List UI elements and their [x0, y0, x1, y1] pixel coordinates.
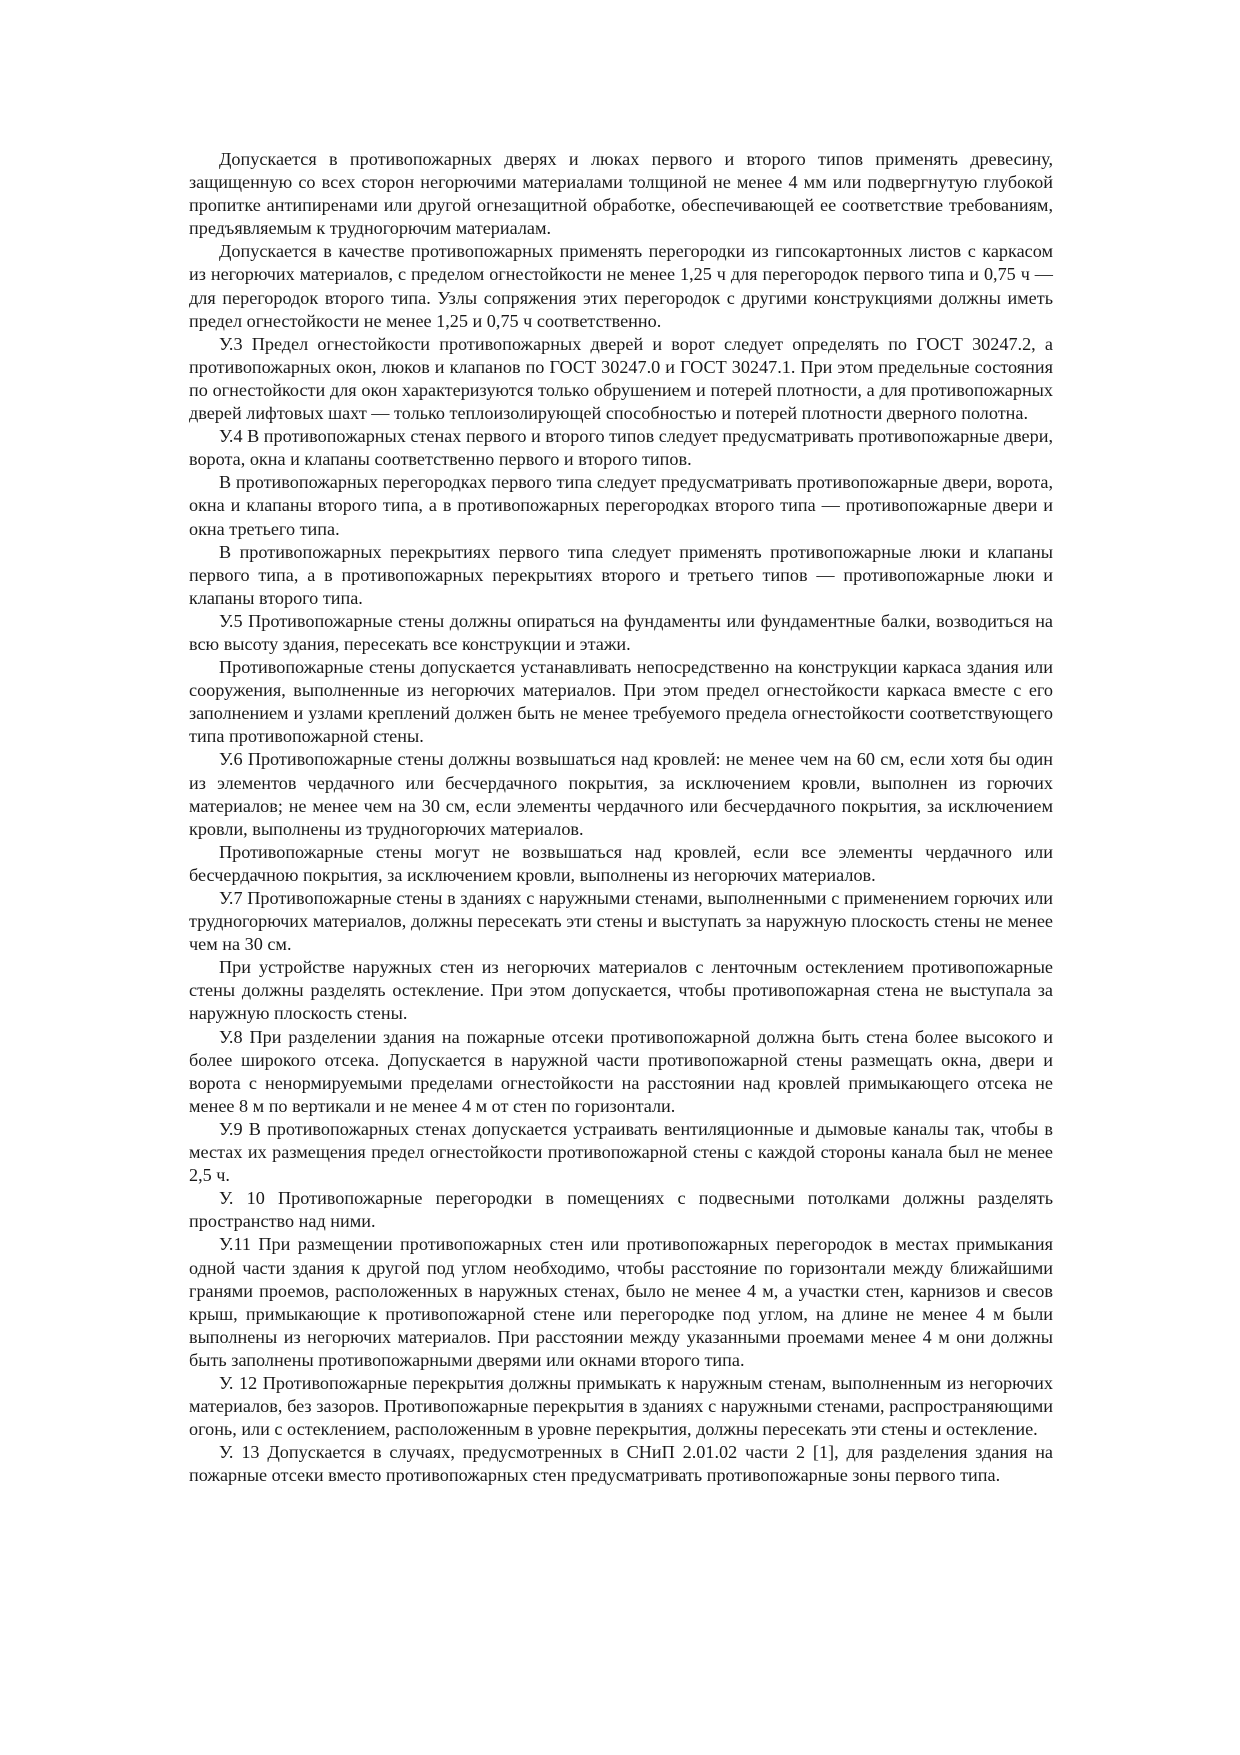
paragraph-u3-fire-resistance: У.3 Предел огнестойкости противопожарных дверей и ворот следует определять по ГОСТ 30247.2, а противопожарных окон, люков и клапанов по ГОСТ 30247.0 и ГОСТ 30247.1. При этом предельные состояния по огнестойкости для окон характеризуются только обрушением и потерей плотности, а для противопожарных дверей лифтовых шахт — только теплоизолирующей способностью и потерей плотности дверного полотна.	[189, 333, 1053, 424]
paragraph-gypsum-partitions: Допускается в качестве противопожарных применять перегородки из гипсокартонных листов с каркасом из негорючих материалов, с пределом огнестойкости не менее 1,25 ч для перегородок первого типа и 0,75 ч — для перегородок второго типа. Узлы сопряжения этих перегородок с другими конструкциями должны иметь предел огнестойкости не менее 1,25 и 0,75 ч соответственно.	[189, 241, 1053, 331]
paragraph-u13-fire-zones: У. 13 Допускается в случаях, предусмотренных в СНиП 2.01.02 части 2 [1], для разделения здания на пожарные отсеки вместо противопожарных стен предусматривать противопожарные зоны первого типа.	[189, 1442, 1053, 1486]
paragraph-floors: В противопожарных перекрытиях первого типа следует применять противопожарные люки и клапаны первого типа, а в противопожарных перекрытиях второго и третьего типов — противопожарные люки и клапаны второго типа.	[189, 541, 1053, 608]
paragraph-ribbon-glazing: При устройстве наружных стен из негорючих материалов с ленточным остеклением противопожарные стены должны разделять остекление. При этом допускается, чтобы противопожарная стена не выступала за наружную плоскость стены.	[189, 957, 1053, 1024]
document-page	[189, 148, 1053, 1487]
paragraph-wood-in-doors: Допускается в противопожарных дверях и люках первого и второго типов применять древесину, защищенную со всех сторон негорючими материалами толщиной не менее 4 мм или подвергнутую глубокой пропитке антипиренами или другой огнезащитной обработке, обеспечивающей ее соответствие требованиям, предъявляемым к трудногорючим материалам.	[189, 149, 1053, 239]
paragraph-u5-foundations: У.5 Противопожарные стены должны опираться на фундаменты или фундаментные балки, возводиться на всю высоту здания, пересекать все конструкции и этажи.	[189, 610, 1053, 654]
paragraph-u7-external-walls: У.7 Противопожарные стены в зданиях с наружными стенами, выполненными с применением горючих или трудногорючих материалов, должны пересекать эти стены и выступать за наружную плоскость стены не менее чем на 30 см.	[189, 888, 1053, 955]
paragraph-u10-suspended-ceilings: У. 10 Противопожарные перегородки в помещениях с подвесными потолками должны разделять пространство над ними.	[189, 1188, 1053, 1232]
paragraph-u9-ventilation: У.9 В противопожарных стенах допускается устраивать вентиляционные и дымовые каналы так, чтобы в местах их размещения предел огнестойкости противопожарной стены с каждой стороны канала был не менее 2,5 ч.	[189, 1118, 1053, 1186]
paragraph-u8-fire-compartments: У.8 При разделении здания на пожарные отсеки противопожарной должна быть стена более высокого и более широкого отсека. Допускается в наружной части противопожарной стены размещать окна, двери и ворота с ненормируемыми пределами огнестойкости на расстоянии над кровлей примыкающего отсека не менее 8 м по вертикали и не менее 4 м от стен по горизонтали.	[189, 1026, 1053, 1116]
paragraph-u4-walls: У.4 В противопожарных стенах первого и второго типов следует предусматривать противопожарные двери, ворота, окна и клапаны соответственно первого и второго типов.	[189, 426, 1053, 470]
paragraph-partitions: В противопожарных перегородках первого типа следует предусматривать противопожарные двери, ворота, окна и клапаны второго типа, а в противопожарных перегородках второго типа — противопожарные двери и окна третьего типа.	[189, 472, 1053, 539]
paragraph-no-elevation: Противопожарные стены могут не возвышаться над кровлей, если все элементы чердачного или бесчердачною покрытия, за исключением кровли, выполнены из негорючих материалов.	[189, 841, 1053, 885]
paragraph-u12-fire-floors: У. 12 Противопожарные перекрытия должны примыкать к наружным стенам, выполненным из негорючих материалов, без зазоров. Противопожарные перекрытия в зданиях с наружными стенами, распространяющими огонь, или с остеклением, расположенным в уровне перекрытия, должны пересекать эти стены и остекление.	[189, 1372, 1053, 1440]
paragraph-frame-support: Противопожарные стены допускается устанавливать непосредственно на конструкции каркаса здания или сооружения, выполненные из негорючих материалов. При этом предел огнестойкости каркаса вместе с его заполнением и узлами креплений должен быть не менее требуемого предела огнестойкости соответствующего типа противопожарной стены.	[189, 657, 1053, 747]
paragraph-u6-roof-elevation: У.6 Противопожарные стены должны возвышаться над кровлей: не менее чем на 60 см, если хотя бы один из элементов чердачного или бесчердачного покрытия, за исключением кровли, выполнен из горючих материалов; не менее чем на 30 см, если элементы чердачного или бесчердачного покрытия, за исключением кровли, выполнены из трудногорючих материалов.	[189, 749, 1053, 839]
paragraph-u11-angled-junctions: У.11 При размещении противопожарных стен или противопожарных перегородок в местах примыкания одной части здания к другой под углом необходимо, чтобы расстояние по горизонтали между ближайшими гранями проемов, расположенных в наружных стенах, было не менее 4 м, а участки стен, карнизов и свесов крыш, примыкающие к противопожарной стене или перегородке под углом, на длине не менее 4 м были выполнены из негорючих материалов. При расстоянии между указанными проемами менее 4 м они должны быть заполнены противопожарными дверями или окнами второго типа.	[189, 1234, 1053, 1370]
